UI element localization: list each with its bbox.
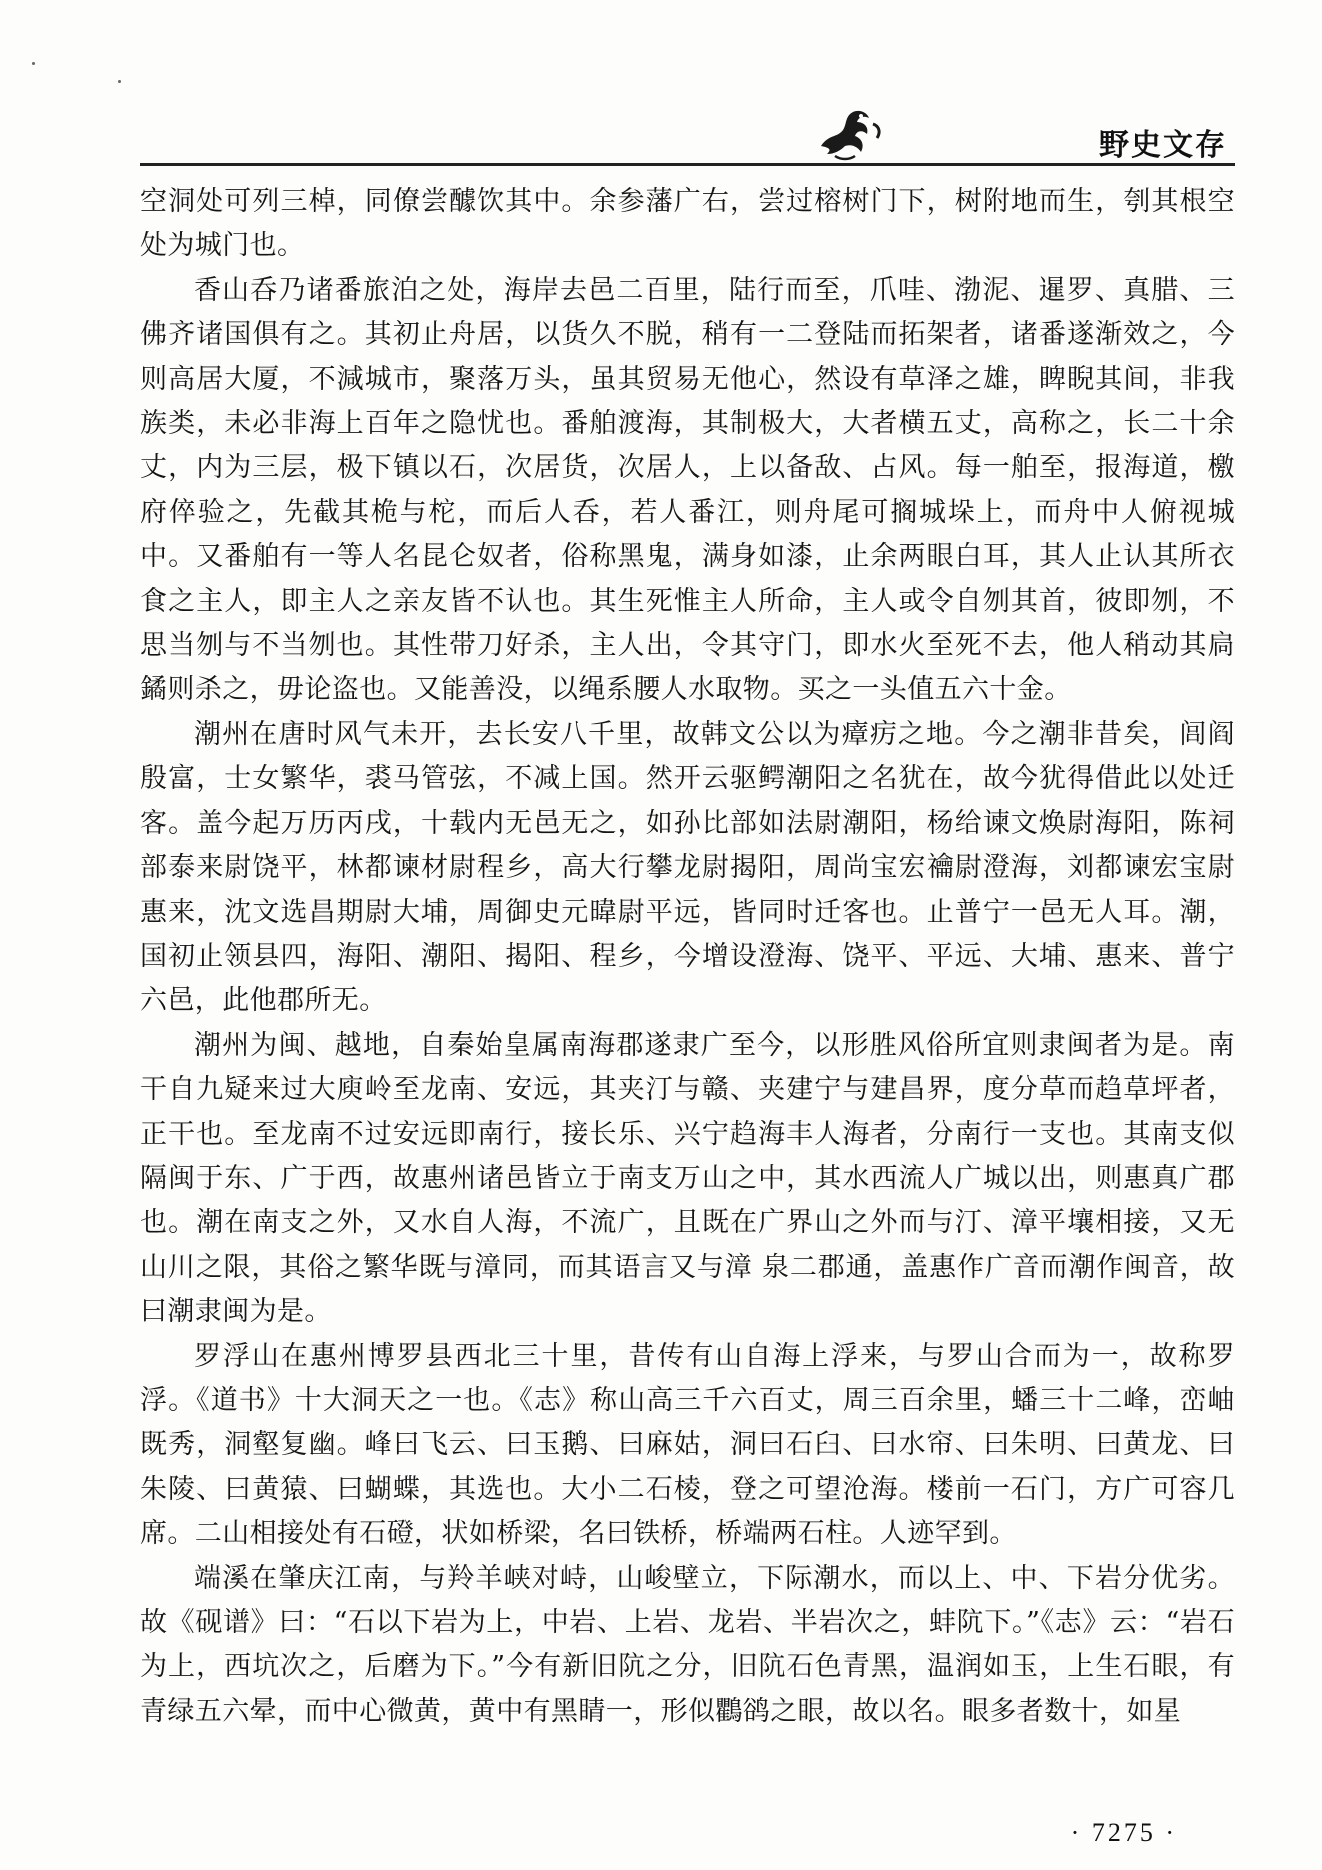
paragraph: 端溪在肇庆江南，与羚羊峡对峙，山峻壁立，下际潮水，而以上、中、下岩分优劣。故《砚谱》曰：“石以下岩为上，中岩、上岩、龙岩、半岩次之，蚌阬下。”《志》云：“岩石为上，西坑次之，后磨为下。”今有新旧阬之分，旧阬石色青黑，温润如玉，上生石眼，有青绿五六晕，而中心微黄，黄中有黑睛一，形似鸜鹆之眼，故以名。眼多者数十，如星 [140, 1562, 1235, 1727]
header-divider [140, 163, 1235, 166]
paragraph: 香山呑乃诸番旅泊之处，海岸去邑二百里，陆行而至，爪哇、渤泥、暹罗、真腊、三佛齐诸国俱有之。其初止舟居，以货久不脱，稍有一二登陆而拓架者，诸番遂渐效之，今则高居大厦，不減城市，聚落万头，虽其贸易无他心，然设有草泽之雄，睥睨其间，非我族类，未必非海上百年之隐忧也。番舶渡海，其制极大，大者横五丈，高称之，长二十余丈，内为三层，极下镇以石，次居货，次居人，上以备敌、占风。每一舶至，报海道，檄府倅验之，先截其桅与柁，而后人呑，若人番江，则舟尾可搁城垛上，而舟中人俯视城中。又番舶有一等人名昆仑奴者，俗称黑鬼，满身如漆，止余两眼白耳，其人止认其所衣食之主人，即主人之亲友皆不认也。其生死惟主人所命，主人或令自刎其首，彼即刎，不思当刎与不当刎也。其性带刀好杀，主人出，令其守门，即水火至死不去，他人稍动其扃鐍则杀之，毋论盗也。又能善没，以绳系腰人水取物。买之一头值五六十金。 [140, 274, 1235, 706]
page-header [140, 104, 1235, 166]
scan-speck [32, 62, 35, 65]
paragraph: 潮州在唐时风气未开，去长安八千里，故韩文公以为瘴疠之地。今之潮非昔矣，闾阎殷富，士女繁华，裘马管弦，不减上国。然开云驱鳄潮阳之名犹在，故今犹得借此以处迁客。盖今起万历丙戌，十载内无邑无之，如孙比部如法尉潮阳，杨给谏文焕尉海阳，陈祠部泰来尉饶平，林都谏材尉程乡，高大行攀龙尉揭阳，周尚宝宏禴尉澄海，刘都谏宏宝尉惠来，沈文选昌期尉大埔，周御史元暐尉平远，皆同时迁客也。止普宁一邑无人耳。潮，国初止领县四，海阳、潮阳、揭阳、程乡，今增设澄海、饶平、平远、大埔、惠来、普宁六邑，此他郡所无。 [140, 718, 1235, 1017]
page-header-title: 野史文存 [1099, 128, 1227, 163]
page-number: · 7275 · [1070, 1818, 1177, 1847]
dragon-emblem-icon [815, 104, 885, 164]
paragraph: 罗浮山在惠州博罗县西北三十里，昔传有山自海上浮来，与罗山合而为一，故称罗浮。《道书》十大洞天之一也。《志》称山高三千六百丈，周三百余里，蟠三十二峰，峦岫既秀，洞壑复幽。峰曰飞云、曰玉鹅、曰麻姑，洞曰石臼、曰水帘、曰朱明、曰黄龙、曰朱陵、曰黄猿、曰蝴蝶，其选也。大小二石棱，登之可望沧海。楼前一石门，方广可容几席。二山相接处有石磴，状如桥梁，名曰铁桥，桥端两石柱。人迹罕到。 [140, 1340, 1235, 1550]
paragraph: 潮州为闽、越地，自秦始皇属南海郡遂隶广至今，以形胜风俗所宜则隶闽者为是。南干自九疑来过大庾岭至龙南、安远，其夹汀与赣、夹建宁与建昌界，度分草而趋草坪者，正干也。至龙南不过安远即南行，接长乐、兴宁趋海丰人海者，分南行一支也。其南支似隔闽于东、广于西，故惠州诸邑皆立于南支万山之中，其水西流人广城以出，则惠真广郡也。潮在南支之外，又水自人海，不流广，且既在广界山之外而与汀、漳平壤相接，又无山川之限，其俗之繁华既与漳同，而其语言又与漳 泉二郡通，盖惠作广音而潮作闽音，故曰潮隶闽为是。 [140, 1029, 1235, 1328]
paragraph: 空洞处可列三棹，同僚尝醵饮其中。余参藩广右，尝过榕树门下，树附地而生，刳其根空处为城门也。 [140, 186, 1235, 262]
scan-speck [118, 80, 121, 83]
body-text [140, 180, 1235, 1734]
